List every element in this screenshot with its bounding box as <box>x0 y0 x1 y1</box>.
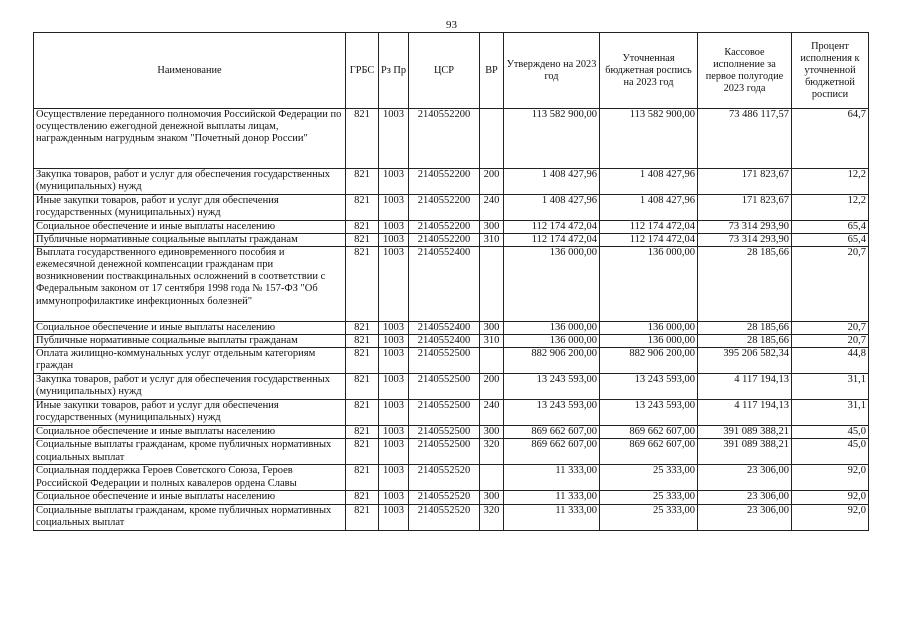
cell-grbs: 821 <box>346 426 379 439</box>
cell-grbs: 821 <box>346 374 379 400</box>
cell-rzpr: 1003 <box>379 491 409 504</box>
cell-csr: 2140552500 <box>409 426 480 439</box>
cell-rzpr: 1003 <box>379 335 409 348</box>
cell-csr: 2140552400 <box>409 335 480 348</box>
cell-percent: 20,7 <box>792 322 869 335</box>
cell-cash: 171 823,67 <box>698 195 792 221</box>
cell-percent: 64,7 <box>792 109 869 169</box>
cell-revised: 882 906 200,00 <box>600 348 698 374</box>
cell-revised: 136 000,00 <box>600 322 698 335</box>
cell-percent: 44,8 <box>792 348 869 374</box>
cell-revised: 13 243 593,00 <box>600 400 698 426</box>
cell-name: Социальное обеспечение и иные выплаты населению <box>34 322 346 335</box>
table-row <box>34 465 869 491</box>
cell-approved: 11 333,00 <box>504 491 600 504</box>
table-row <box>34 491 869 504</box>
cell-approved: 869 662 607,00 <box>504 426 600 439</box>
cell-csr: 2140552500 <box>409 439 480 465</box>
cell-revised: 136 000,00 <box>600 335 698 348</box>
cell-grbs: 821 <box>346 322 379 335</box>
cell-name: Иные закупки товаров, работ и услуг для обеспечения государственных (муниципальных) нужд <box>34 400 346 426</box>
cell-grbs: 821 <box>346 348 379 374</box>
cell-rzpr: 1003 <box>379 247 409 322</box>
table-row <box>34 504 869 530</box>
cell-revised: 113 582 900,00 <box>600 109 698 169</box>
cell-percent: 92,0 <box>792 491 869 504</box>
cell-cash: 73 314 293,90 <box>698 221 792 234</box>
cell-vr: 240 <box>480 195 504 221</box>
cell-grbs: 821 <box>346 247 379 322</box>
cell-rzpr: 1003 <box>379 400 409 426</box>
cell-approved: 11 333,00 <box>504 465 600 491</box>
cell-cash: 23 306,00 <box>698 504 792 530</box>
cell-csr: 2140552200 <box>409 234 480 247</box>
cell-rzpr: 1003 <box>379 426 409 439</box>
cell-cash: 395 206 582,34 <box>698 348 792 374</box>
cell-grbs: 821 <box>346 465 379 491</box>
cell-grbs: 821 <box>346 335 379 348</box>
cell-csr: 2140552520 <box>409 504 480 530</box>
header-approved: Утверждено на 2023 год <box>504 33 600 109</box>
cell-percent: 12,2 <box>792 169 869 195</box>
cell-revised: 1 408 427,96 <box>600 195 698 221</box>
cell-name: Социальные выплаты гражданам, кроме публичных нормативных социальных выплат <box>34 439 346 465</box>
cell-percent: 92,0 <box>792 465 869 491</box>
cell-csr: 2140552520 <box>409 465 480 491</box>
cell-rzpr: 1003 <box>379 504 409 530</box>
cell-percent: 65,4 <box>792 221 869 234</box>
cell-name: Публичные нормативные социальные выплаты гражданам <box>34 335 346 348</box>
table-row <box>34 109 869 169</box>
cell-percent: 20,7 <box>792 247 869 322</box>
page-number: 93 <box>446 19 457 31</box>
cell-approved: 869 662 607,00 <box>504 439 600 465</box>
cell-approved: 113 582 900,00 <box>504 109 600 169</box>
cell-rzpr: 1003 <box>379 169 409 195</box>
cell-vr <box>480 465 504 491</box>
cell-cash: 391 089 388,21 <box>698 426 792 439</box>
cell-cash: 73 486 117,57 <box>698 109 792 169</box>
cell-vr: 300 <box>480 491 504 504</box>
cell-approved: 13 243 593,00 <box>504 374 600 400</box>
cell-vr: 300 <box>480 322 504 335</box>
header-percent: Процент исполнения к уточненной бюджетной росписи <box>792 33 869 109</box>
cell-cash: 391 089 388,21 <box>698 439 792 465</box>
cell-csr: 2140552200 <box>409 195 480 221</box>
budget-execution-table <box>33 32 869 531</box>
cell-approved: 112 174 472,04 <box>504 221 600 234</box>
cell-revised: 112 174 472,04 <box>600 234 698 247</box>
table-row <box>34 439 869 465</box>
cell-csr: 2140552400 <box>409 247 480 322</box>
cell-approved: 136 000,00 <box>504 322 600 335</box>
cell-name: Закупка товаров, работ и услуг для обеспечения государственных (муниципальных) нужд <box>34 169 346 195</box>
cell-percent: 65,4 <box>792 234 869 247</box>
cell-rzpr: 1003 <box>379 195 409 221</box>
header-csr: ЦСР <box>409 33 480 109</box>
cell-grbs: 821 <box>346 504 379 530</box>
table-body <box>34 109 869 531</box>
cell-vr: 300 <box>480 221 504 234</box>
cell-csr: 2140552500 <box>409 374 480 400</box>
cell-cash: 28 185,66 <box>698 247 792 322</box>
header-grbs: ГРБС <box>346 33 379 109</box>
cell-rzpr: 1003 <box>379 439 409 465</box>
cell-revised: 112 174 472,04 <box>600 221 698 234</box>
cell-vr: 320 <box>480 504 504 530</box>
cell-rzpr: 1003 <box>379 322 409 335</box>
cell-approved: 13 243 593,00 <box>504 400 600 426</box>
cell-vr: 200 <box>480 374 504 400</box>
cell-name: Социальное обеспечение и иные выплаты населению <box>34 221 346 234</box>
table-row <box>34 335 869 348</box>
cell-cash: 28 185,66 <box>698 335 792 348</box>
cell-approved: 112 174 472,04 <box>504 234 600 247</box>
cell-revised: 136 000,00 <box>600 247 698 322</box>
cell-vr: 320 <box>480 439 504 465</box>
header-cash: Кассовое исполнение за первое полугодие 2023 года <box>698 33 792 109</box>
cell-name: Социальные выплаты гражданам, кроме публичных нормативных социальных выплат <box>34 504 346 530</box>
cell-rzpr: 1003 <box>379 374 409 400</box>
cell-rzpr: 1003 <box>379 348 409 374</box>
header-revised: Уточненная бюджетная роспись на 2023 год <box>600 33 698 109</box>
header-rzpr: Рз Пр <box>379 33 409 109</box>
cell-name: Социальное обеспечение и иные выплаты населению <box>34 491 346 504</box>
cell-grbs: 821 <box>346 439 379 465</box>
cell-cash: 23 306,00 <box>698 491 792 504</box>
cell-name: Осуществление переданного полномочия Российской Федерации по осуществлению ежегодной денежной выплаты лицам, награжденным нагрудным знаком "Почетный донор России" <box>34 109 346 169</box>
cell-approved: 136 000,00 <box>504 335 600 348</box>
cell-name: Выплата государственного единовременного пособия и ежемесячной денежной компенсации гражданам при возникновении поствакцинальных осложнений в соответствии с Федеральным законом от 17 сентября 1998 года № 157-ФЗ "Об иммунопрофилактике инфекционных болезней" <box>34 247 346 322</box>
cell-csr: 2140552200 <box>409 109 480 169</box>
cell-vr <box>480 247 504 322</box>
cell-percent: 20,7 <box>792 335 869 348</box>
cell-revised: 13 243 593,00 <box>600 374 698 400</box>
cell-name: Закупка товаров, работ и услуг для обеспечения государственных (муниципальных) нужд <box>34 374 346 400</box>
cell-grbs: 821 <box>346 169 379 195</box>
table-row <box>34 426 869 439</box>
cell-percent: 12,2 <box>792 195 869 221</box>
cell-vr: 300 <box>480 426 504 439</box>
cell-csr: 2140552500 <box>409 400 480 426</box>
cell-approved: 136 000,00 <box>504 247 600 322</box>
cell-csr: 2140552400 <box>409 322 480 335</box>
cell-csr: 2140552500 <box>409 348 480 374</box>
table-row <box>34 195 869 221</box>
cell-percent: 45,0 <box>792 439 869 465</box>
header-name: Наименование <box>34 33 346 109</box>
cell-vr: 200 <box>480 169 504 195</box>
table-row <box>34 169 869 195</box>
cell-approved: 1 408 427,96 <box>504 169 600 195</box>
table-row <box>34 374 869 400</box>
cell-vr: 310 <box>480 335 504 348</box>
table-row <box>34 400 869 426</box>
cell-percent: 31,1 <box>792 400 869 426</box>
cell-revised: 25 333,00 <box>600 491 698 504</box>
cell-grbs: 821 <box>346 400 379 426</box>
cell-revised: 869 662 607,00 <box>600 426 698 439</box>
cell-revised: 25 333,00 <box>600 504 698 530</box>
cell-csr: 2140552200 <box>409 169 480 195</box>
cell-cash: 23 306,00 <box>698 465 792 491</box>
cell-cash: 73 314 293,90 <box>698 234 792 247</box>
cell-vr: 240 <box>480 400 504 426</box>
cell-cash: 4 117 194,13 <box>698 374 792 400</box>
cell-revised: 869 662 607,00 <box>600 439 698 465</box>
cell-approved: 11 333,00 <box>504 504 600 530</box>
table-header-row <box>34 33 869 109</box>
table-row <box>34 234 869 247</box>
cell-grbs: 821 <box>346 491 379 504</box>
table-row <box>34 322 869 335</box>
cell-name: Публичные нормативные социальные выплаты гражданам <box>34 234 346 247</box>
cell-percent: 45,0 <box>792 426 869 439</box>
header-vr: ВР <box>480 33 504 109</box>
cell-cash: 171 823,67 <box>698 169 792 195</box>
cell-grbs: 821 <box>346 109 379 169</box>
cell-cash: 28 185,66 <box>698 322 792 335</box>
cell-rzpr: 1003 <box>379 465 409 491</box>
cell-approved: 1 408 427,96 <box>504 195 600 221</box>
table-row <box>34 221 869 234</box>
cell-grbs: 821 <box>346 195 379 221</box>
cell-name: Иные закупки товаров, работ и услуг для обеспечения государственных (муниципальных) нужд <box>34 195 346 221</box>
cell-cash: 4 117 194,13 <box>698 400 792 426</box>
cell-rzpr: 1003 <box>379 109 409 169</box>
cell-approved: 882 906 200,00 <box>504 348 600 374</box>
cell-vr <box>480 109 504 169</box>
cell-rzpr: 1003 <box>379 221 409 234</box>
cell-grbs: 821 <box>346 221 379 234</box>
cell-percent: 92,0 <box>792 504 869 530</box>
cell-name: Социальная поддержка Героев Советского Союза, Героев Российской Федерации и полных кавалеров ордена Славы <box>34 465 346 491</box>
cell-revised: 25 333,00 <box>600 465 698 491</box>
cell-name: Социальное обеспечение и иные выплаты населению <box>34 426 346 439</box>
cell-percent: 31,1 <box>792 374 869 400</box>
table-row <box>34 247 869 322</box>
cell-revised: 1 408 427,96 <box>600 169 698 195</box>
cell-csr: 2140552200 <box>409 221 480 234</box>
cell-vr <box>480 348 504 374</box>
table-row <box>34 348 869 374</box>
cell-csr: 2140552520 <box>409 491 480 504</box>
cell-vr: 310 <box>480 234 504 247</box>
cell-rzpr: 1003 <box>379 234 409 247</box>
cell-name: Оплата жилищно-коммунальных услуг отдельным категориям граждан <box>34 348 346 374</box>
cell-grbs: 821 <box>346 234 379 247</box>
